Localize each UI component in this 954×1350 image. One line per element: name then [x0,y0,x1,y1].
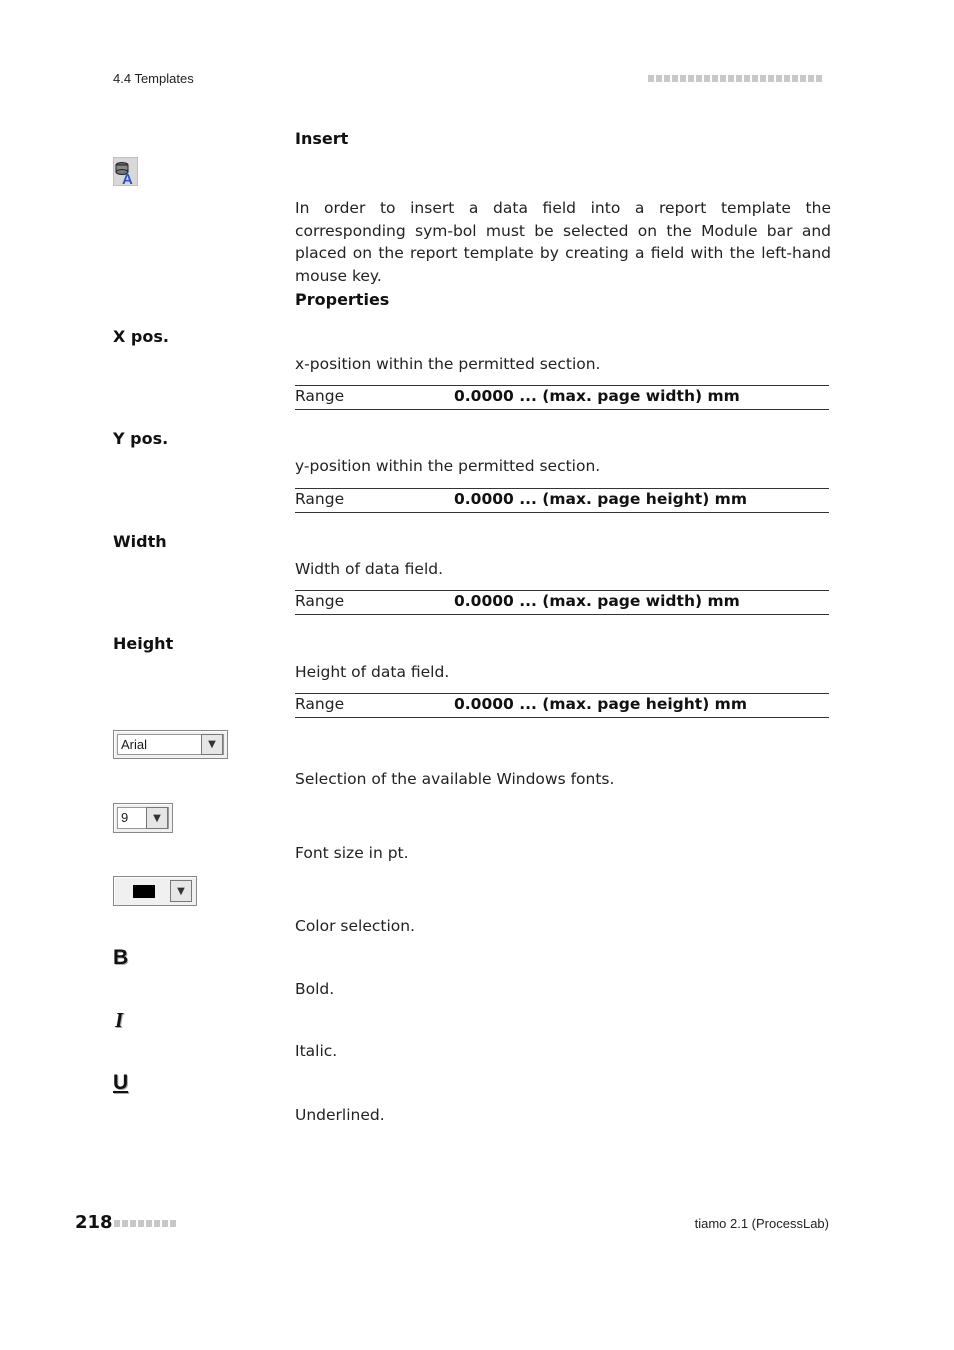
property-desc-x-pos: x-position within the permitted section. [295,355,601,373]
page-number: 218 [75,1212,113,1233]
range-key: Range [295,695,345,713]
font-size-selector[interactable] [113,803,173,833]
property-desc-height: Height of data field. [295,663,450,681]
insert-description: In order to insert a data field into a report template the corresponding sym-bol must be selected on the Module bar and placed on the report template by creating a field with the left-hand mouse key. [295,199,831,285]
chevron-down-icon[interactable]: ▼ [146,807,168,829]
footer-product: tiamo 2.1 (ProcessLab) [694,1216,829,1231]
range-table-width [295,590,829,615]
range-key: Range [295,387,345,405]
property-label-y-pos: Y pos. [113,429,169,448]
footer-decoration [114,1220,176,1227]
italic-description: Italic. [295,1042,338,1060]
bold-description: Bold. [295,980,335,998]
bold-icon[interactable]: B [113,946,129,969]
color-swatch [133,885,155,898]
italic-icon[interactable]: I [115,1008,124,1032]
running-header-section: 4.4 Templates [113,71,194,86]
data-field-icon [113,157,138,186]
property-label-x-pos: X pos. [113,327,169,346]
insert-heading: Insert [295,129,349,148]
font-name-field: Arial [117,734,224,755]
range-value: 0.0000 ... (max. page height) mm [454,490,747,508]
underline-description: Underlined. [295,1106,385,1124]
properties-heading: Properties [295,290,390,309]
font-size-description: Font size in pt. [295,844,409,862]
color-selector[interactable] [113,876,197,906]
property-desc-width: Width of data field. [295,560,444,578]
range-table-height [295,693,829,718]
font-size-field: 9 [117,807,169,829]
font-description: Selection of the available Windows fonts. [295,770,615,788]
font-selector[interactable] [113,730,228,759]
range-value: 0.0000 ... (max. page height) mm [454,695,747,713]
color-description: Color selection. [295,917,415,935]
svg-text:A: A [122,171,133,186]
underline-icon[interactable]: U [113,1071,129,1094]
range-key: Range [295,490,345,508]
header-decoration [648,75,822,82]
range-table-x-pos [295,385,829,410]
property-label-height: Height [113,634,174,653]
chevron-down-icon[interactable]: ▼ [201,734,223,755]
property-desc-y-pos: y-position within the permitted section. [295,457,601,475]
range-value: 0.0000 ... (max. page width) mm [454,592,740,610]
range-table-y-pos [295,488,829,513]
range-key: Range [295,592,345,610]
property-label-width: Width [113,532,167,551]
chevron-down-icon[interactable]: ▼ [170,880,192,902]
range-value: 0.0000 ... (max. page width) mm [454,387,740,405]
